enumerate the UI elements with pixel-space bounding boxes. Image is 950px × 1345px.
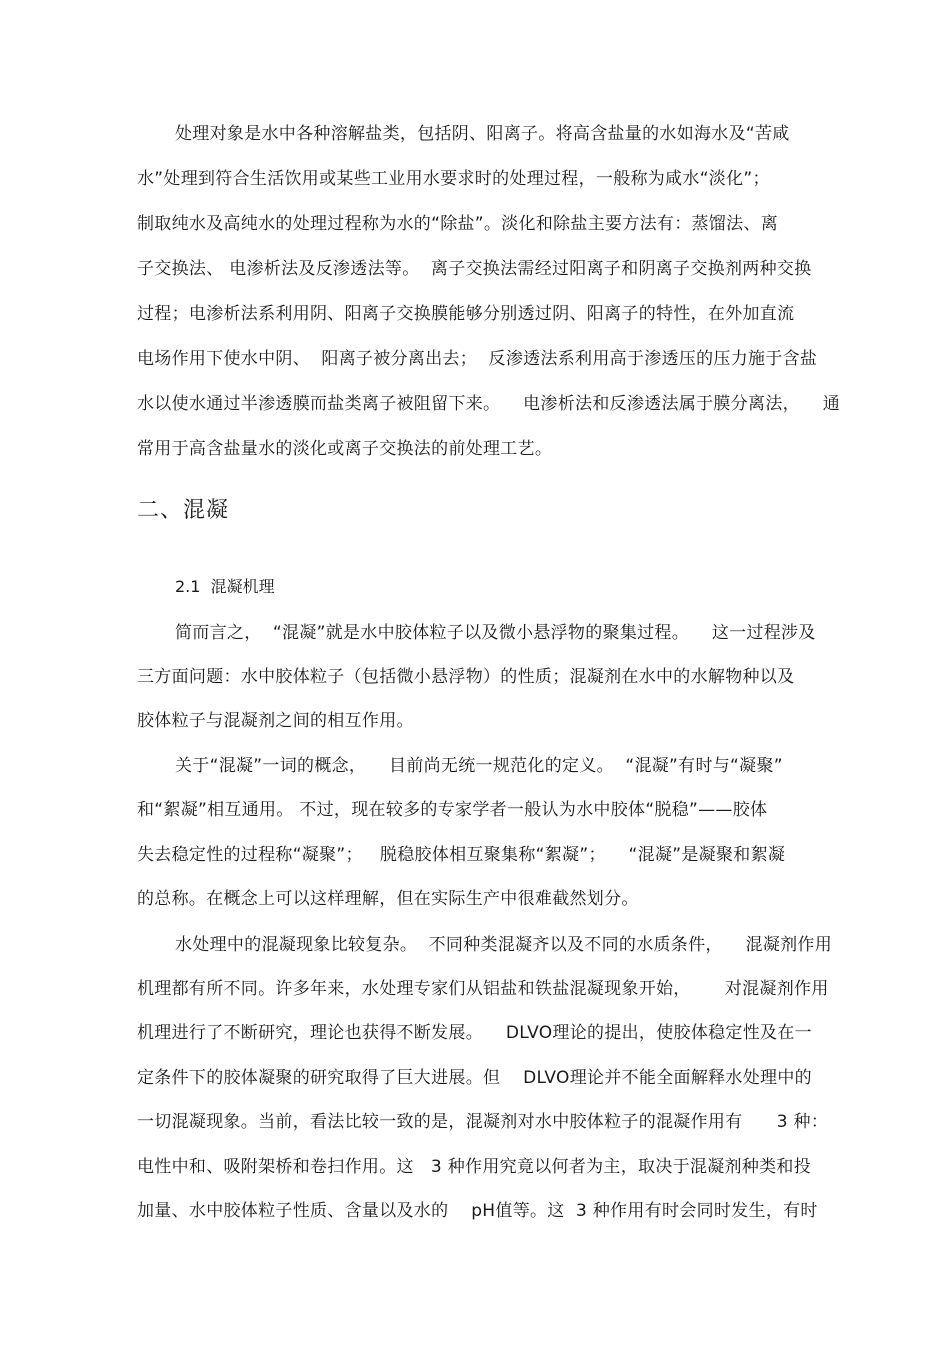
paragraph-line: 电性中和、吸附架桥和卷扫作用。这 3 种作用究竟以何者为主，取决于混凝剂种类和投 [137, 1157, 812, 1177]
paragraph-line: 机理进行了不断研究，理论也获得不断发展。 DLVO理论的提出，使胶体稳定性及在一 [137, 1023, 812, 1043]
paragraph-line: 过程；电渗析法系利用阴、阳离子交换膜能够分别透过阴、阳离子的特性，在外加直流 [137, 304, 795, 324]
paragraph-line: 电场作用下使水中阴、 阳离子被分离出去； 反渗透法系利用高于渗透压的压力施于含盐 [137, 349, 818, 369]
paragraph-line: 简而言之， “混凝”就是水中胶体粒子以及微小悬浮物的聚集过程。 这一过程涉及 [175, 623, 816, 643]
paragraph-line: 机理都有所不同。许多年来，水处理专家们从铝盐和铁盐混凝现象开始， 对混凝剂作用 [137, 979, 829, 999]
paragraph-line: 子交换法、 电渗析法及反渗透法等。 离子交换法需经过阳离子和阴离子交换剂两种交换 [137, 259, 812, 279]
subsection-heading: 2.1 混凝机理 [175, 577, 275, 596]
paragraph-line: 水”处理到符合生活饮用或某些工业用水要求时的处理过程，一般称为咸水“淡化”； [137, 169, 770, 189]
paragraph-line: 水以使水通过半渗透膜而盐类离子被阻留下来。 电渗析法和反渗透法属于膜分离法， 通 [137, 394, 841, 414]
paragraph-line: 加量、水中胶体粒子性质、含量以及水的 pH值等。这 3 种作用有时会同时发生，有时 [137, 1201, 818, 1221]
paragraph-line: 常用于高含盐量水的淡化或离子交换法的前处理工艺。 [137, 439, 553, 459]
paragraph-line: 关于“混凝”一词的概念， 目前尚无统一规范化的定义。 “混凝”有时与“凝聚” [175, 756, 783, 776]
paragraph-line: 处理对象是水中各种溶解盐类，包括阴、阳离子。将高含盐量的水如海水及“苦咸 [175, 124, 790, 144]
paragraph-line: 定条件下的胶体凝聚的研究取得了巨大进展。但 DLVO理论并不能全面解释水处理中的 [137, 1068, 812, 1088]
paragraph-line: 水处理中的混凝现象比较复杂。 不同种类混凝齐以及不同的水质条件， 混凝剂作用 [175, 935, 833, 955]
paragraph-line: 制取纯水及高纯水的处理过程称为水的“除盐”。淡化和除盐主要方法有：蒸馏法、离 [137, 214, 779, 234]
paragraph-line: 一切混凝现象。当前，看法比较一致的是，混凝剂对水中胶体粒子的混凝作用有 3 种： [137, 1112, 829, 1132]
paragraph-line: 失去稳定性的过程称“凝聚”； 脱稳胶体相互聚集称“絮凝”； “混凝”是凝聚和絮凝 [137, 845, 786, 865]
paragraph-line: 三方面问题：水中胶体粒子（包括微小悬浮物）的性质；混凝剂在水中的水解物种以及 [137, 667, 795, 687]
paragraph-line: 胶体粒子与混凝剂之间的相互作用。 [137, 711, 414, 731]
section-heading: 二、混凝 [137, 498, 230, 523]
paragraph-line: 的总称。在概念上可以这样理解，但在实际生产中很难截然划分。 [137, 889, 639, 909]
paragraph-line: 和“絮凝”相互通用。 不过，现在较多的专家学者一般认为水中胶体“脱稳”——胶体 [137, 800, 768, 820]
